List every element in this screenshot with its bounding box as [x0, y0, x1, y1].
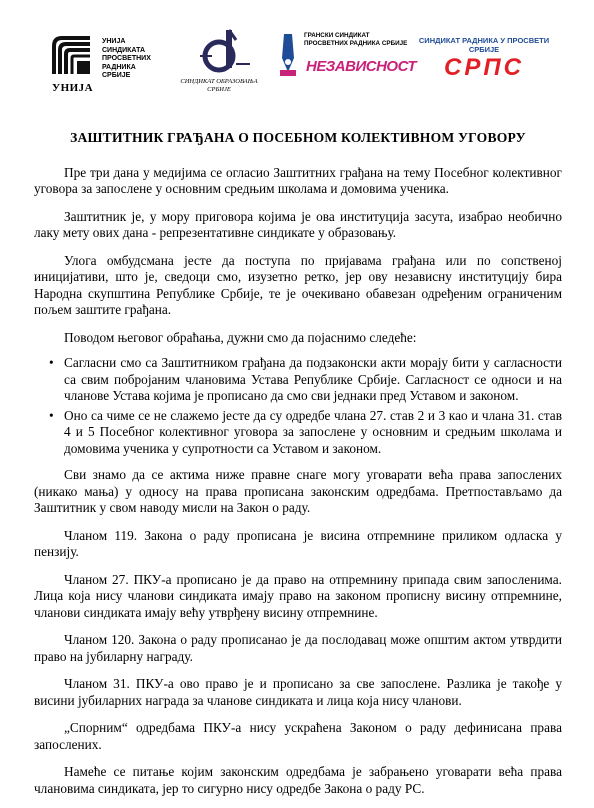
sos-logo [176, 26, 262, 96]
bullet-list [34, 355, 562, 457]
sos-caption: СИНДИКАТ ОБРАЗОВАЊА СРБИЈЕ [180, 78, 258, 93]
paragraph: Чланом 119. Закона о раду прописана је висина отпремнине приликом одласка у пензију. [34, 527, 562, 559]
nezavisnost-logo [274, 30, 416, 96]
unija-mark-icon [50, 34, 96, 80]
paragraph: Пре три дана у медијима се огласио Заштитних грађана на тему Посебног колективног уговора за запослене у основним средњим школама и домовима ученика. [34, 164, 562, 196]
document-title: ЗАШТИТНИК ГРАЂАНА О ПОСЕБНОМ КОЛЕКТИВНОМ УГОВОРУ [70, 130, 526, 145]
bullet-icon: • [49, 407, 54, 423]
sprs-name: СРПС [444, 54, 524, 81]
sprs-logo [404, 36, 564, 86]
bullet-icon: • [49, 355, 54, 370]
list-item: • Сагласни смо са Заштитником грађана да подзаконски акти морају бити у сагласности са свим побројаним члановима Устава Републике Србије. Сагласност се односи и на чланове Устава којима је прописано да смо сви једнаки пред Уставом и законом. [49, 355, 562, 403]
unija-logo [50, 34, 150, 96]
paragraph: Поводом његовог обраћања, дужни смо да појаснимо следеће: [64, 329, 417, 345]
paragraph: Сви знамо да се актима ниже правне снаге могу уговарати већа права запослених (никако мања) у односу на права прописана законским одредбама. Претпостављамо да Заштитник у свом наводу мисли на Закон о раду. [34, 467, 562, 515]
unija-mark-word: УНИЈА [52, 82, 94, 94]
paragraph: Намеће се питање којим законским одредбама је забрањено уговарати већа права члановима синдиката, јер то сигурно нису одредбе Закона о раду РС. [34, 764, 562, 796]
pen-icon [276, 32, 300, 78]
list-item: • Оно са чиме се не слажемо јесте да су одредбе члана 27. став 2 и 3 као и члана 31. став 4 и 5 Посебног колективног уговора за запослене у основним и средњим школама и домовима ученика у супротности са Уставом и законом. [49, 407, 562, 456]
nezavisnost-name: НЕЗАВИСНОСТ [306, 58, 416, 75]
paragraph: Улога омбудсмана јесте да поступа по пријавама грађана или по сопственој иницијативи, што је, сведоци смо, изузетно ретко, јер ову независну институцију бира Народна скупштина Републике Србије, те је очекивано обавезан одређеним ограниченим пољем заштите грађана. [34, 252, 562, 317]
header-logos [0, 26, 594, 100]
paragraph: Заштитник је, у мору приговора којима је ова институција засута, изабрао необично лаку мету ових дана - репрезентативне синдикате у образовању. [34, 208, 562, 240]
sos-mark-icon [176, 26, 262, 78]
unija-text: УНИЈА СИНДИКАТА ПРОСВЕТНИХ РАДНИКА СРБИЈЕ [102, 38, 151, 79]
nezavisnost-text: ГРАНСКИ СИНДИКАТ ПРОСВЕТНИХ РАДНИКА СРБИЈЕ [304, 32, 408, 47]
paragraph: Чланом 120. Закона о раду прописанао је да послодавац може општим актом утврдити право на јубиларну награду. [34, 632, 562, 664]
paragraph: Чланом 31. ПКУ-а ово право је и прописано за све запослене. Разлика је такође у висини јубиларних награда за чланове синдиката и лица која нису чланови. [34, 676, 562, 708]
document-body [34, 130, 562, 808]
paragraph: Чланом 27. ПКУ-а прописано је да право на отпремнину припада свим запосленима. Лица која нису чланови синдиката имају право на законом прописну висину отпремнине, чланови синдиката имају већу утврђену висину отпремнине. [34, 571, 562, 620]
sprs-text: СИНДИКАТ РАДНИКА У ПРОСВЕТИ СРБИЈЕ [418, 36, 550, 54]
paragraph: „Спорним“ одредбама ПКУ-а нису ускраћена Законом о раду дефинисана права запослених. [34, 720, 562, 752]
